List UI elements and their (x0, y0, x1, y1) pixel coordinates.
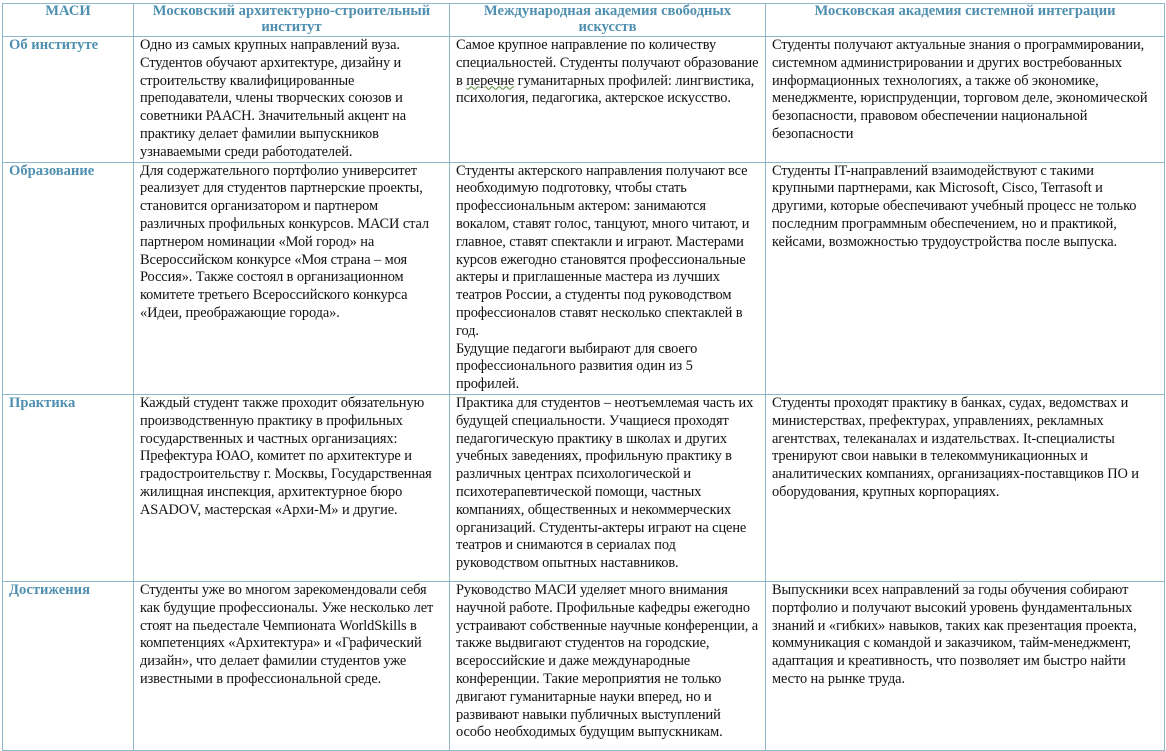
cell-achievements-system-integration: Выпускники всех направлений за годы обучения собирают портфолио и получают высокий уровень фундаментальных знаний и «гибких» навыков, таких как презентация проекта, коммуникация с командой и заказчиком, тайм-менеджмент, адаптация и креативность, что позволяет им быстро найти место на рынке труда. (766, 581, 1165, 750)
table-row (3, 37, 1165, 163)
table-row (3, 581, 1165, 750)
row-label-about: Об институте (3, 37, 134, 163)
cell-education-system-integration: Студенты IT-направлений взаимодействуют с такими крупными партнерами, как Microsoft, Cisco, Terrasoft и другими, которые обеспечивают учебный процесс не только последним программным обеспечением, но и практикой, кейсами, возможностью трудоустройства после выпуска. (766, 162, 1165, 394)
cell-practice-liberal-arts: Практика для студентов – неотъемлемая часть их будущей специальности. Учащиеся проходят педагогическую практику в школах и других учебных заведениях, профильную практику в различных центрах психологической и психотерапевтической помощи, частных компаниях, общественных и некоммерческих организаций. Студенты-актеры играют на сцене театров и снимаются в сериалах под руководством опытных наставников. (450, 394, 766, 581)
comparison-table (2, 3, 1165, 751)
cell-about-system-integration: Студенты получают актуальные знания о программировании, системном администрировании и других востребованных информационных технологиях, а также об экономике, менеджменте, юриспруденции, торговом деле, экономической безопасности, правовом обеспечении национальной безопасности (766, 37, 1165, 163)
cell-about-liberal-arts (450, 37, 766, 163)
cell-practice-architecture: Каждый студент также проходит обязательную производственную практику в профильных государственных и частных организациях: Префектура ЮАО, комитет по архитектуре и градостроительству г. Москвы, Государственная жилищная инспекция, архитектурное бюро ASADOV, мастерская «Архи-М» и другие. (134, 394, 450, 581)
cell-education-liberal-arts (450, 162, 766, 394)
cell-text: Самое крупное направление по количеству специальностей. Студенты получают образование в (456, 37, 759, 89)
cell-paragraph: Будущие педагоги выбирают для своего профессионального развития один из 5 профилей. (456, 340, 698, 393)
header-cell-masi: МАСИ (3, 4, 134, 37)
cell-about-architecture: Одно из самых крупных направлений вуза. Студентов обучают архитектуре, дизайну и строительству квалифицированные преподаватели, члены творческих союзов и советники РААСН. Значительный акцент на практику делает фамилии выпускников узнаваемыми среди работодателей. (134, 37, 450, 163)
header-cell-system-integration: Московская академия системной интеграции (766, 4, 1165, 37)
header-row (3, 4, 1165, 37)
cell-paragraph: Студенты актерского направления получают все необходимую подготовку, чтобы стать профессиональным актером: занимаются вокалом, ставят голос, танцуют, много читают, и главное, ставят спектакли и играют. Мастерами курсов ежегодно становятся профессиональные актеры и приглашенные мастера из лучших театров России, а студенты под руководством профессионалов ставят несколько спектаклей в год. (456, 162, 750, 339)
row-label-achievements: Достижения (3, 581, 134, 750)
table-row (3, 394, 1165, 581)
header-cell-liberal-arts: Международная академия свободных искусств (450, 4, 766, 37)
header-cell-architecture: Московский архитектурно-строительный институт (134, 4, 450, 37)
row-label-practice: Практика (3, 394, 134, 581)
row-label-education: Образование (3, 162, 134, 394)
cell-achievements-liberal-arts: Руководство МАСИ уделяет много внимания научной работе. Профильные кафедры ежегодно устраивают собственные научные конференции, а также выдвигают студентов на городские, всероссийские и даже международные конференции. Такие мероприятия не только двигают гуманитарные науки вперед, но и развивают навыки публичных выступлений особо необходимых будущим выпускникам. (450, 581, 766, 750)
underlined-word: перечне (466, 72, 515, 89)
cell-text: гуманитарных профилей: лингвистика, психология, педагогика, актерское искусство. (456, 72, 755, 107)
cell-achievements-architecture: Студенты уже во многом зарекомендовали себя как будущие профессионалы. Уже несколько лет стоят на пьедестале Чемпионата WorldSkills в компетенциях «Архитектура» и «Графический дизайн», что делает фамилии студентов уже известными в профессиональной среде. (134, 581, 450, 750)
table-row (3, 162, 1165, 394)
cell-practice-system-integration: Студенты проходят практику в банках, судах, ведомствах и министерствах, префектурах, управлениях, рекламных агентствах, телеканалах и издательствах. It-специалисты тренируют свои навыки в телекоммуникационных и аналитических компаниях, организациях-поставщиков ПО и оборудования, крупных корпорациях. (766, 394, 1165, 581)
cell-education-architecture: Для содержательного портфолио университет реализует для студентов партнерские проекты, становится организатором и партнером различных профильных конкурсов. МАСИ стал партнером номинации «Мой город» на Всероссийском конкурсе «Моя страна – моя Россия». Также состоял в организационном комитете третьего Всероссийского конкурса «Идеи, преображающие города». (134, 162, 450, 394)
